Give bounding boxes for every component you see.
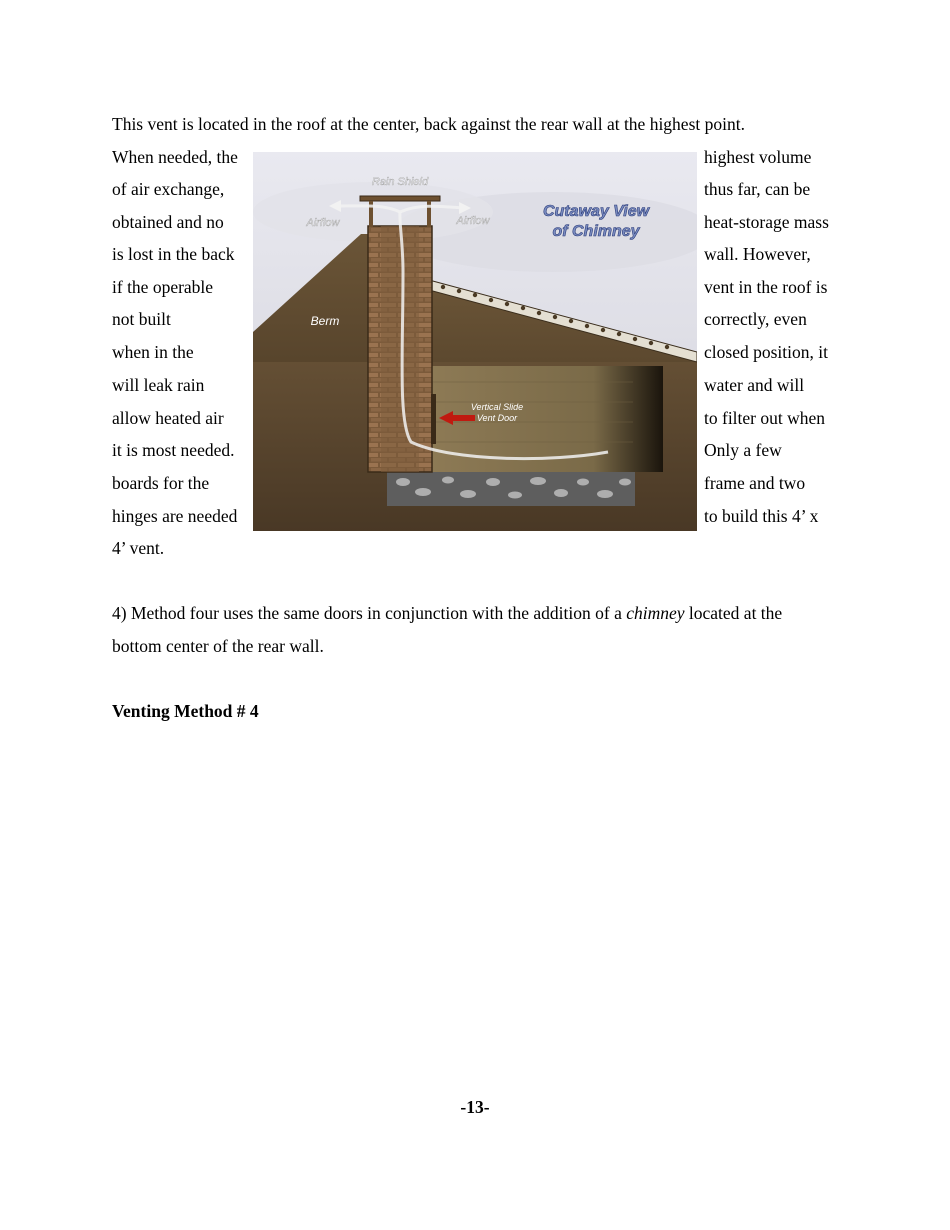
right-line: highest volume xyxy=(704,147,812,167)
figure-title-line2: of Chimney xyxy=(552,223,640,240)
right-line: heat-storage mass xyxy=(704,212,829,232)
right-line: wall. However, xyxy=(704,244,811,264)
right-line: thus far, can be xyxy=(704,179,811,199)
method4-after: located at the xyxy=(684,603,783,623)
right-line: correctly, even xyxy=(704,309,807,329)
left-line: is lost in the back xyxy=(112,244,235,264)
rain-shield xyxy=(360,196,440,201)
method4-before: 4) Method four uses the same doors in conjunction with the addition of a xyxy=(112,603,627,623)
left-line: will leak rain xyxy=(112,375,205,395)
right-line: frame and two xyxy=(704,473,806,493)
section-heading: Venting Method # 4 xyxy=(112,701,259,721)
airflow-left-label: Airflow xyxy=(306,217,340,229)
left-line: of air exchange, xyxy=(112,179,225,199)
right-line: closed position, it xyxy=(704,342,828,362)
chimney-cutaway-figure xyxy=(253,152,697,531)
vent-door xyxy=(431,394,436,444)
left-line: allow heated air xyxy=(112,408,224,428)
right-line: water and will xyxy=(704,375,805,395)
left-line: obtained and no xyxy=(112,212,224,232)
method4-emphasis: chimney xyxy=(626,603,685,623)
vent-door-label-line1: Vertical Slide xyxy=(470,402,524,412)
airflow-right-label: Airflow xyxy=(456,215,490,227)
figure-title-line1: Cutaway View xyxy=(542,203,650,220)
left-line: when in the xyxy=(112,342,194,362)
method4-line2: bottom center of the rear wall. xyxy=(112,636,324,656)
rain-shield-label: Rain Shield xyxy=(371,176,429,188)
left-line: boards for the xyxy=(112,473,210,493)
left-line: if the operable xyxy=(112,277,214,297)
berm-label: Berm xyxy=(310,314,340,328)
right-line: to filter out when xyxy=(704,408,826,428)
right-line: to build this 4’ x xyxy=(704,506,819,526)
vent-door-label-line2: Vent Door xyxy=(476,413,518,423)
method4-line1 xyxy=(112,602,782,624)
left-line: When needed, the xyxy=(112,147,238,167)
intro-line: This vent is located in the roof at the center, back against the rear wall at the highest point. xyxy=(112,114,745,134)
tail-line: 4’ vent. xyxy=(112,538,165,558)
page-number: -13- xyxy=(460,1097,490,1117)
right-line: Only a few xyxy=(704,440,782,460)
left-line: it is most needed. xyxy=(112,440,235,460)
left-line: not built xyxy=(112,309,171,329)
left-line: hinges are needed xyxy=(112,506,238,526)
right-line: vent in the roof is xyxy=(704,277,828,297)
